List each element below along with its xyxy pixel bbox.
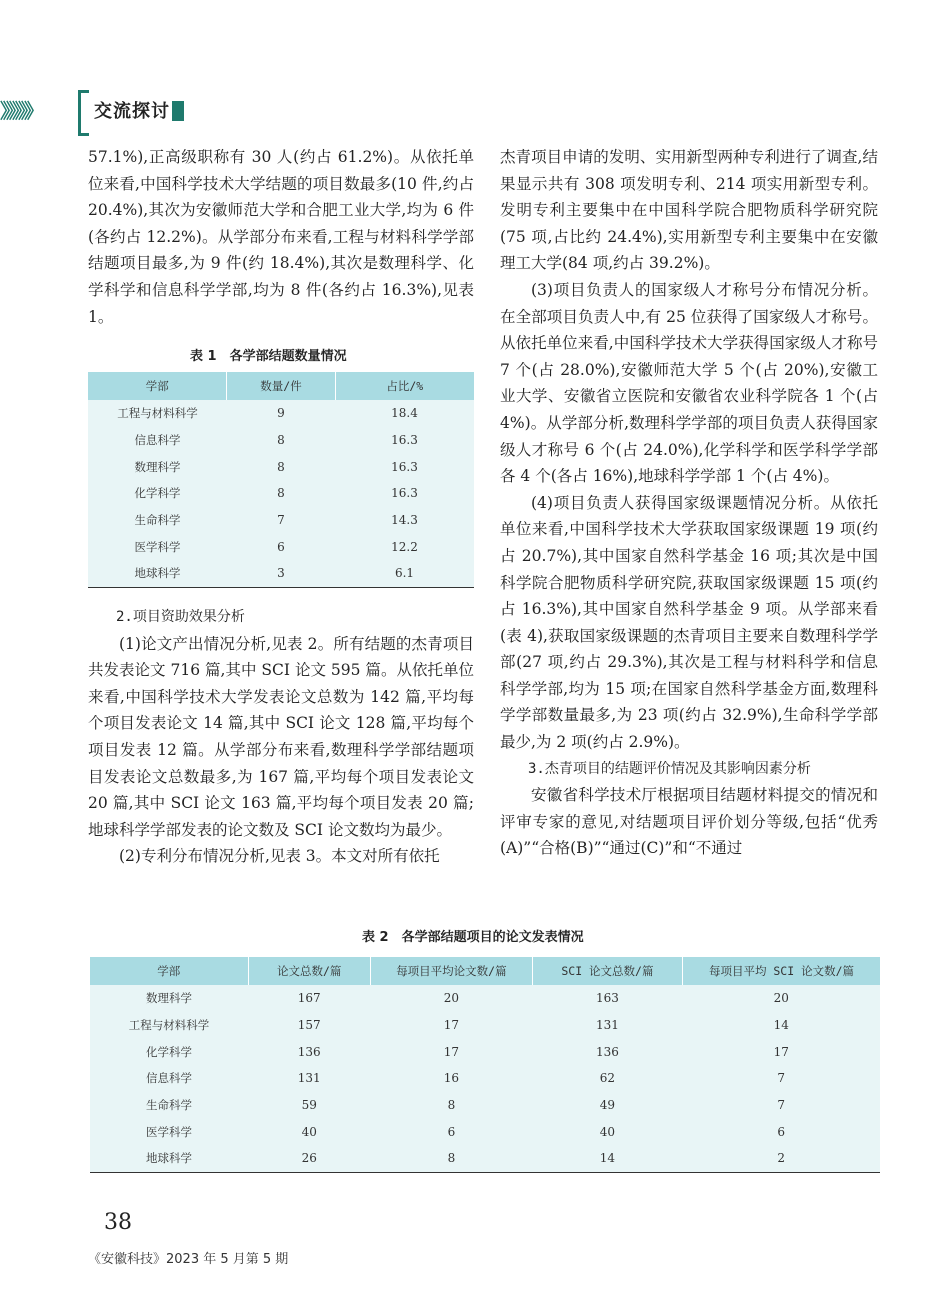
table-header-cell: 学部 — [88, 372, 227, 400]
value-cell: 40 — [532, 1118, 682, 1145]
table-row — [88, 400, 474, 427]
row-label-cell: 地球科学 — [90, 1145, 248, 1172]
paragraph: 杰青项目申请的发明、实用新型两种专利进行了调查,结果显示共有 308 项发明专利、214 项实用新型专利。发明专利主要集中在中国科学院合肥物质科学研究院(75 项,占比约 24.4%),实用新型专利主要集中在安徽理工大学(84 项,约占 39.2%)。 — [500, 148, 878, 273]
table-row — [88, 427, 474, 454]
table1 — [88, 372, 474, 588]
value-cell: 6.1 — [335, 560, 474, 587]
value-cell: 16.3 — [335, 453, 474, 480]
value-cell: 20 — [370, 985, 532, 1012]
table-row — [88, 507, 474, 534]
value-cell: 6 — [370, 1118, 532, 1145]
value-cell: 131 — [248, 1065, 370, 1092]
table-header-cell: 数量/件 — [227, 372, 335, 400]
row-label-cell: 信息科学 — [88, 427, 227, 454]
table-row — [90, 1145, 880, 1172]
journal-info: 《安徽科技》2023 年 5 月第 5 期 — [88, 1252, 289, 1267]
table-row — [90, 1012, 880, 1039]
value-cell: 8 — [227, 480, 335, 507]
table-header-cell: SCI 论文总数/篇 — [532, 957, 682, 985]
left-column-bottom — [88, 604, 474, 870]
value-cell: 6 — [682, 1118, 880, 1145]
table2 — [90, 957, 880, 1173]
value-cell: 6 — [227, 533, 335, 560]
value-cell: 157 — [248, 1012, 370, 1039]
table-row — [90, 1038, 880, 1065]
subheading: 2.项目资助效果分析 — [116, 609, 245, 625]
value-cell: 3 — [227, 560, 335, 587]
value-cell: 9 — [227, 400, 335, 427]
row-label-cell: 医学科学 — [88, 533, 227, 560]
row-label-cell: 生命科学 — [88, 507, 227, 534]
left-column-top — [88, 144, 474, 330]
header-bracket-decoration — [78, 90, 89, 136]
table-row — [88, 533, 474, 560]
value-cell: 163 — [532, 985, 682, 1012]
value-cell: 131 — [532, 1012, 682, 1039]
value-cell: 167 — [248, 985, 370, 1012]
value-cell: 16 — [370, 1065, 532, 1092]
value-cell: 62 — [532, 1065, 682, 1092]
table-row — [90, 1065, 880, 1092]
right-column — [500, 144, 878, 862]
value-cell: 14 — [682, 1012, 880, 1039]
value-cell: 136 — [532, 1038, 682, 1065]
paragraph: (4)项目负责人获得国家级课题情况分析。从依托单位来看,中国科学技术大学获取国家级课题 19 项(约占 20.7%),其中国家自然科学基金 16 项;其次是中国科学院合肥物质科学研究院,获取国家级课题 15 项(约占 16.3%),其中国家自然科学基金 9 项。从学部来看(表 4),获取国家级课题的杰青项目主要来自数理科学学部(27 项,约占 29.3%),其次是工程与材料科学和信息科学学部,均为 15 项;在国家自然科学基金方面,数理科学学部数量最多,为 23 项(约占 32.9%),生命科学学部最少,为 2 项(约占 2.9%)。 — [500, 493, 878, 752]
value-cell: 8 — [227, 453, 335, 480]
paragraph: (1)论文产出情况分析,见表 2。所有结题的杰青项目共发表论文 716 篇,其中 SCI 论文 595 篇。从依托单位来看,中国科学技术大学发表论文总数为 142 篇,平均每个项目发表论文 14 篇,其中 SCI 论文 128 篇,平均每个项目发表 12 篇。从学部分布来看,数理科学学部结题项目发表论文总数最多,为 167 篇,平均每个项目发表论文 20 篇,其中 SCI 论文 163 篇,平均每个项目发表 20 篇;地球科学学部发表的论文数及 SCI 论文数均为最少。 — [88, 634, 474, 839]
value-cell: 16.3 — [335, 480, 474, 507]
table-row — [88, 453, 474, 480]
value-cell: 7 — [227, 507, 335, 534]
header-block-decoration — [172, 101, 184, 121]
paragraph: (2)专利分布情况分析,见表 3。本文对所有依托 — [119, 847, 440, 866]
row-label-cell: 工程与材料科学 — [90, 1012, 248, 1039]
table-header-row — [88, 372, 474, 400]
value-cell: 8 — [227, 427, 335, 454]
paragraph: 安徽省科学技术厅根据项目结题材料提交的情况和评审专家的意见,对结题项目评价划分等级,包括“优秀(A)”“合格(B)”“通过(C)”和“不通过 — [500, 786, 878, 858]
value-cell: 8 — [370, 1092, 532, 1119]
value-cell: 2 — [682, 1145, 880, 1172]
row-label-cell: 数理科学 — [88, 453, 227, 480]
table-header-row — [90, 957, 880, 985]
table1-caption: 表 1 各学部结题数量情况 — [190, 349, 347, 364]
paragraph: (3)项目负责人的国家级人才称号分布情况分析。在全部项目负责人中,有 25 位获得了国家级人才称号。从依托单位来看,中国科学技术大学获得国家级人才称号 7 个(占 28.0%),安徽师范大学 5 个(占 20%),安徽工业大学、安徽省立医院和安徽省农业科学院各 1 个(占 4%)。从学部分析,数理科学学部的项目负责人获得国家级人才称号 6 个(占 24.0%),化学科学和医学科学学部各 4 个(各占 16%),地球科学学部 1 个(占 4%)。 — [500, 280, 878, 486]
value-cell: 12.2 — [335, 533, 474, 560]
row-label-cell: 医学科学 — [90, 1118, 248, 1145]
row-label-cell: 生命科学 — [90, 1092, 248, 1119]
header-arrows-decoration: 》》》》》 — [0, 99, 40, 123]
value-cell: 20 — [682, 985, 880, 1012]
value-cell: 14.3 — [335, 507, 474, 534]
value-cell: 17 — [370, 1012, 532, 1039]
value-cell: 40 — [248, 1118, 370, 1145]
table-row — [90, 1092, 880, 1119]
value-cell: 17 — [370, 1038, 532, 1065]
table-row — [90, 1118, 880, 1145]
row-label-cell: 化学科学 — [88, 480, 227, 507]
paragraph: 57.1%),正高级职称有 30 人(约占 61.2%)。从依托单位来看,中国科学技术大学结题的项目数最多(10 件,约占 20.4%),其次为安徽师范大学和合肥工业大学,均为 6 件(各约占 12.2%)。从学部分布来看,工程与材料科学学部结题项目最多,为 9 件(约 18.4%),其次是数理科学、化学科学和信息科学学部,均为 8 件(各约占 16.3%),见表 1。 — [88, 148, 474, 326]
row-label-cell: 数理科学 — [90, 985, 248, 1012]
page-number: 38 — [104, 1210, 132, 1235]
row-label-cell: 信息科学 — [90, 1065, 248, 1092]
value-cell: 16.3 — [335, 427, 474, 454]
value-cell: 49 — [532, 1092, 682, 1119]
table-header-cell: 占比/% — [335, 372, 474, 400]
value-cell: 8 — [370, 1145, 532, 1172]
table-header-cell: 论文总数/篇 — [248, 957, 370, 985]
row-label-cell: 工程与材料科学 — [88, 400, 227, 427]
subheading: 3.杰青项目的结题评价情况及其影响因素分析 — [528, 760, 811, 777]
value-cell: 14 — [532, 1145, 682, 1172]
value-cell: 59 — [248, 1092, 370, 1119]
value-cell: 18.4 — [335, 400, 474, 427]
value-cell: 7 — [682, 1092, 880, 1119]
section-title: 交流探讨 — [94, 101, 170, 122]
table-row — [88, 480, 474, 507]
row-label-cell: 地球科学 — [88, 560, 227, 587]
table-row — [90, 985, 880, 1012]
value-cell: 7 — [682, 1065, 880, 1092]
table-header-cell: 每项目平均论文数/篇 — [370, 957, 532, 985]
table-header-cell: 每项目平均 SCI 论文数/篇 — [682, 957, 880, 985]
row-label-cell: 化学科学 — [90, 1038, 248, 1065]
value-cell: 26 — [248, 1145, 370, 1172]
table-row — [88, 560, 474, 587]
table2-caption: 表 2 各学部结题项目的论文发表情况 — [362, 930, 584, 945]
table-header-cell: 学部 — [90, 957, 248, 985]
value-cell: 136 — [248, 1038, 370, 1065]
value-cell: 17 — [682, 1038, 880, 1065]
